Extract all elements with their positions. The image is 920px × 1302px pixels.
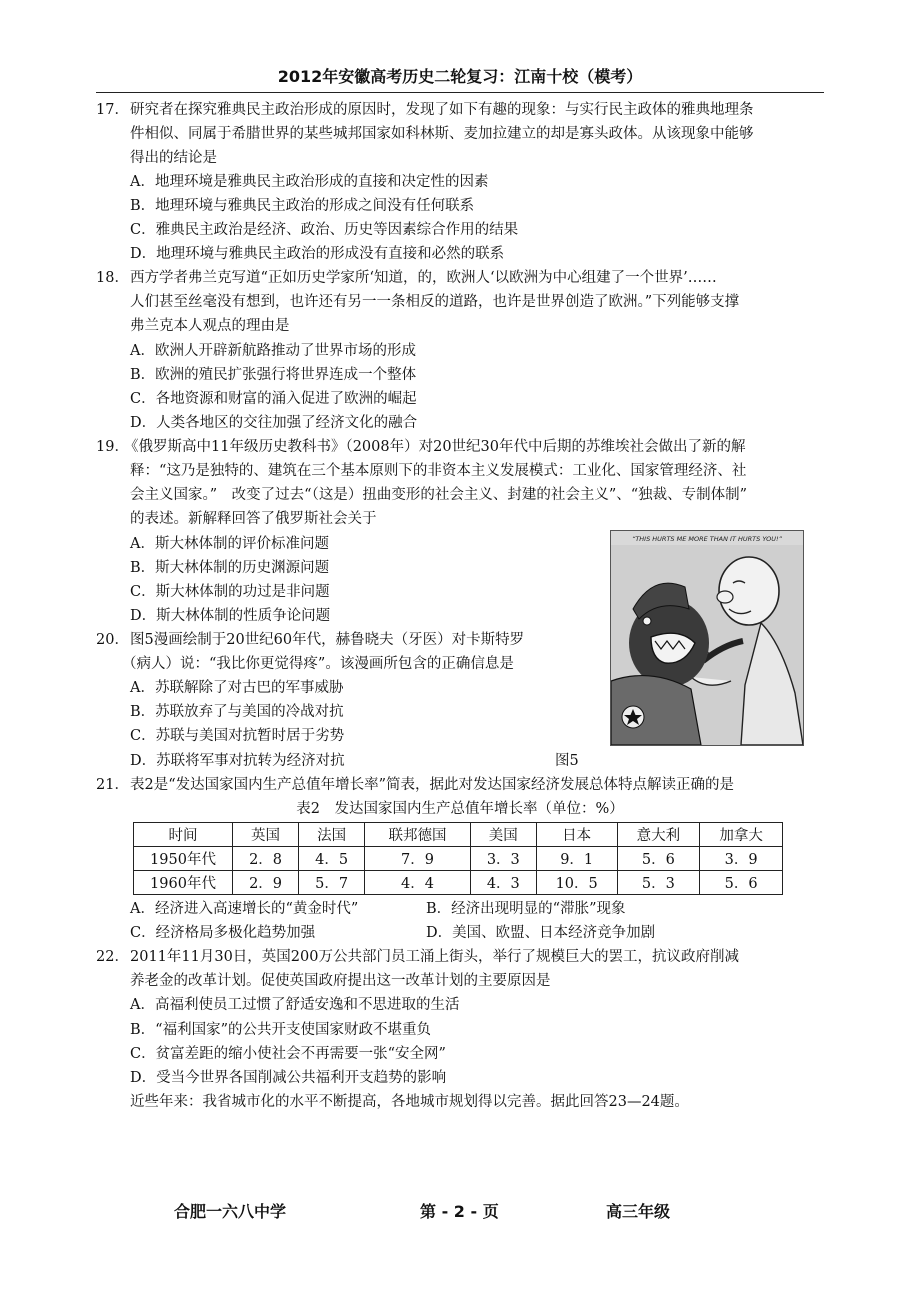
- table-cell: 2．8: [233, 847, 299, 871]
- figure-5-label: 图5: [555, 753, 579, 769]
- question-22-text: 养老金的改革计划。促使英国政府提出这一改革计划的主要原因是: [130, 973, 551, 989]
- question-17-option-d: D．地理环境与雅典民主政治的形成没有直接和必然的联系: [130, 246, 505, 262]
- table-cell: 10．5: [536, 871, 617, 895]
- question-19-number: 19．: [96, 439, 129, 455]
- question-20-option-b: B．苏联放弃了与美国的冷战对抗: [130, 704, 344, 720]
- table-header-cell: 时间: [134, 823, 233, 847]
- page-header-title: 2012年安徽高考历史二轮复习：江南十校（模考）: [277, 67, 643, 86]
- table-row: [134, 871, 783, 895]
- table-cell: 3．9: [700, 847, 783, 871]
- question-17-text: 研究者在探究雅典民主政治形成的原因时，发现了如下有趣的现象：与实行民主政体的雅典地理条: [130, 102, 754, 118]
- question-21-text: 表2是“发达国家国内生产总值年增长率”简表，据此对发达国家经济发展总体特点解读正确的是: [130, 777, 735, 793]
- question-21-option-b: B．经济出现明显的“滞胀”现象: [426, 901, 626, 917]
- table-cell: 5．7: [299, 871, 365, 895]
- question-18-text: 人们甚至丝毫没有想到，也许还有另一一条相反的道路，也许是世界创造了欧洲。”下列能够支撑: [130, 294, 740, 310]
- table-header-cell: 意大利: [617, 823, 700, 847]
- question-20-option-d: D．苏联将军事对抗转为经济对抗: [130, 753, 345, 769]
- footer-grade: 高三年级: [606, 1202, 671, 1221]
- question-17-option-b: B．地理环境与雅典民主政治的形成之间没有任何联系: [130, 198, 475, 214]
- question-18-number: 18．: [96, 270, 129, 286]
- table-header-cell: 日本: [536, 823, 617, 847]
- table-2-title: 表2 发达国家国内生产总值年增长率（单位：%）: [296, 801, 624, 817]
- table-header-cell: 联邦德国: [365, 823, 471, 847]
- table-header-row: [134, 823, 783, 847]
- gdp-growth-table: [133, 822, 783, 895]
- table-cell: 5．3: [617, 871, 700, 895]
- header-divider: [96, 92, 824, 93]
- question-19-text: 《俄罗斯高中11年级历史教科书》（2008年）对20世纪30年代中后期的苏维埃社会做出了新的解: [124, 439, 746, 455]
- question-22-option-a: A．高福利使员工过惯了舒适安逸和不思进取的生活: [130, 997, 460, 1013]
- footer-school: 合肥一六八中学: [174, 1202, 287, 1221]
- question-19-text: 的表述。新解释回答了俄罗斯社会关于: [130, 511, 377, 527]
- table-cell: 5．6: [700, 871, 783, 895]
- question-19-option-d: D．斯大林体制的性质争论问题: [130, 608, 331, 624]
- question-22-text: 2011年11月30日，英国200万公共部门员工涌上街头，举行了规模巨大的罢工，抗议政府削减: [130, 949, 739, 965]
- question-21-number: 21．: [96, 777, 129, 793]
- question-18-option-b: B．欧洲的殖民扩张强行将世界连成一个整体: [130, 367, 417, 383]
- question-20-option-c: C．苏联与美国对抗暂时居于劣势: [130, 728, 345, 744]
- table-cell: 4．3: [470, 871, 536, 895]
- question-18-text: 弗兰克本人观点的理由是: [130, 318, 290, 334]
- question-17-text: 件相似、同属于希腊世界的某些城邦国家如科林斯、麦加拉建立的却是寡头政体。从该现象中能够: [130, 126, 754, 142]
- question-18-option-d: D．人类各地区的交往加强了经济文化的融合: [130, 415, 418, 431]
- table-cell: 7．9: [365, 847, 471, 871]
- table-header-cell: 美国: [470, 823, 536, 847]
- question-20-number: 20．: [96, 632, 129, 648]
- cartoon-illustration: [611, 531, 803, 745]
- table-cell: 9．1: [536, 847, 617, 871]
- question-21-option-c: C．经济格局多极化趋势加强: [130, 925, 316, 941]
- question-19-option-b: B．斯大林体制的历史渊源问题: [130, 560, 330, 576]
- table-row: [134, 847, 783, 871]
- table-header-cell: 英国: [233, 823, 299, 847]
- question-22-option-c: C．贫富差距的缩小使社会不再需要一张“安全网”: [130, 1046, 446, 1062]
- question-19-option-c: C．斯大林体制的功过是非问题: [130, 584, 330, 600]
- table-cell: 3．3: [470, 847, 536, 871]
- footer-page-number: 第 - 2 - 页: [420, 1202, 499, 1221]
- question-20-option-a: A．苏联解除了对古巴的军事威胁: [130, 680, 344, 696]
- question-18-option-c: C．各地资源和财富的涌入促进了欧洲的崛起: [130, 391, 417, 407]
- question-20-text: （病人）说：“我比你更觉得疼”。该漫画所包含的正确信息是: [122, 656, 514, 672]
- table-cell: 1950年代: [134, 847, 233, 871]
- closing-note: 近些年来：我省城市化的水平不断提高，各地城市规划得以完善。据此回答23—24题。: [130, 1094, 689, 1110]
- question-18-option-a: A．欧洲人开辟新航路推动了世界市场的形成: [130, 343, 416, 359]
- cartoon-caption: “THIS HURTS ME MORE THAN IT HURTS YOU!”: [631, 535, 783, 543]
- question-19-text: 释：“这乃是独特的、建筑在三个基本原则下的非资本主义发展模式：工业化、国家管理经济、社: [130, 463, 747, 479]
- question-17-option-a: A．地理环境是雅典民主政治形成的直接和决定性的因素: [130, 174, 489, 190]
- table-cell: 5．6: [617, 847, 700, 871]
- question-17-number: 17．: [96, 102, 129, 118]
- question-18-text: 西方学者弗兰克写道“正如历史学家所‘知道，的，欧洲人‘以欧洲为中心组建了一个世界’……: [130, 270, 717, 286]
- question-17-text: 得出的结论是: [130, 150, 217, 166]
- question-19-text: 会主义国家。” 改变了过去“（这是）扭曲变形的社会主义、封建的社会主义”、“独裁、专制体制”: [130, 487, 748, 503]
- question-20-text: 图5漫画绘制于20世纪60年代，赫鲁晓夫（牙医）对卡斯特罗: [130, 632, 525, 648]
- table-cell: 2．9: [233, 871, 299, 895]
- table-cell: 1960年代: [134, 871, 233, 895]
- question-21-option-a: A．经济进入高速增长的“黄金时代”: [130, 901, 359, 917]
- figure-5-cartoon: [610, 530, 804, 746]
- table-header-cell: 加拿大: [700, 823, 783, 847]
- question-17-option-c: C．雅典民主政治是经济、政治、历史等因素综合作用的结果: [130, 222, 519, 238]
- question-22-option-b: B．“福利国家”的公共开支使国家财政不堪重负: [130, 1022, 431, 1038]
- question-21-option-d: D．美国、欧盟、日本经济竞争加剧: [426, 925, 656, 941]
- table-cell: 4．5: [299, 847, 365, 871]
- table-header-cell: 法国: [299, 823, 365, 847]
- question-22-number: 22．: [96, 949, 129, 965]
- question-19-option-a: A．斯大林体制的评价标准问题: [130, 536, 329, 552]
- question-22-option-d: D．受当今世界各国削减公共福利开支趋势的影响: [130, 1070, 447, 1086]
- table-cell: 4．4: [365, 871, 471, 895]
